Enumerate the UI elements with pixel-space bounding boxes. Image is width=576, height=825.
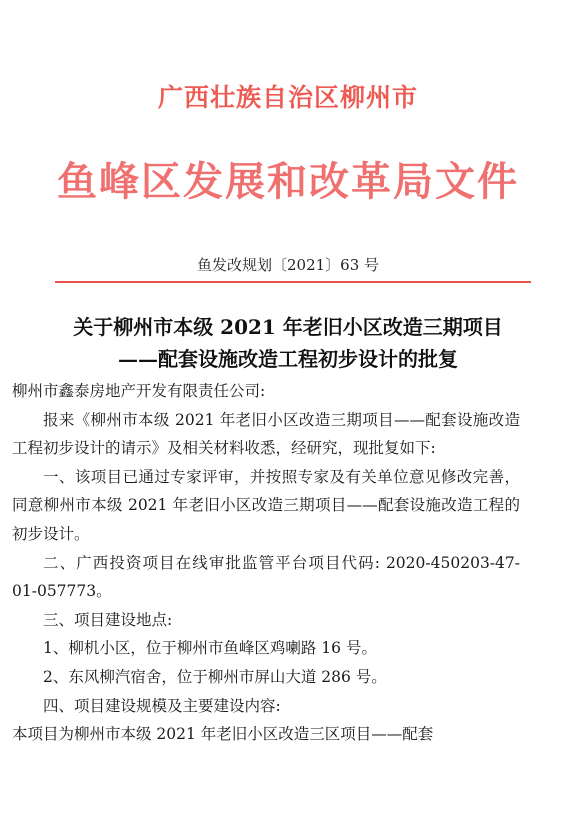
body-paragraph: 二、广西投资项目在线审批监管平台项目代码: 2020-450203-47-01-057773。 [12, 553, 520, 601]
issuing-authority: 广西壮族自治区柳州市 [157, 83, 418, 112]
body-paragraph: 报来《柳州市本级 2021 年老旧小区改造三期项目——配套设施改造工程初步设计的请示》及相关材料收悉，经研究，现批复如下: [12, 410, 520, 458]
body-paragraph: 1、柳机小区，位于柳州市鱼峰区鸡喇路 16 号。 [43, 639, 377, 658]
title-line-2: ——配套设施改造工程初步设计的批复 [118, 347, 458, 371]
salutation: 柳州市鑫泰房地产开发有限责任公司: [12, 382, 266, 400]
body-paragraph: 三、项目建设地点: [43, 610, 173, 629]
red-separator-line [55, 281, 531, 283]
document-number: 鱼发改规划〔2021〕63 号 [196, 256, 380, 274]
body-paragraph: 四、项目建设规模及主要建设内容: [43, 696, 281, 715]
document-header-title: 鱼峰区发展和改革局文件 [57, 158, 519, 205]
body-paragraph: 2、东风柳汽宿舍，位于柳州市屏山大道 286 号。 [43, 667, 387, 686]
document-title [30, 311, 546, 375]
document-body [12, 377, 520, 749]
body-paragraph: 本项目为柳州市本级 2021 年老旧小区改造三区项目——配套 [12, 725, 434, 744]
body-paragraph: 一、该项目已通过专家评审，并按照专家及有关单位意见修改完善，同意柳州市本级 2021 年老旧小区改造三期项目——配套设施改造工程的初步设计。 [12, 467, 520, 543]
title-line-1: 关于柳州市本级 2021 年老旧小区改造三期项目 [73, 315, 503, 339]
